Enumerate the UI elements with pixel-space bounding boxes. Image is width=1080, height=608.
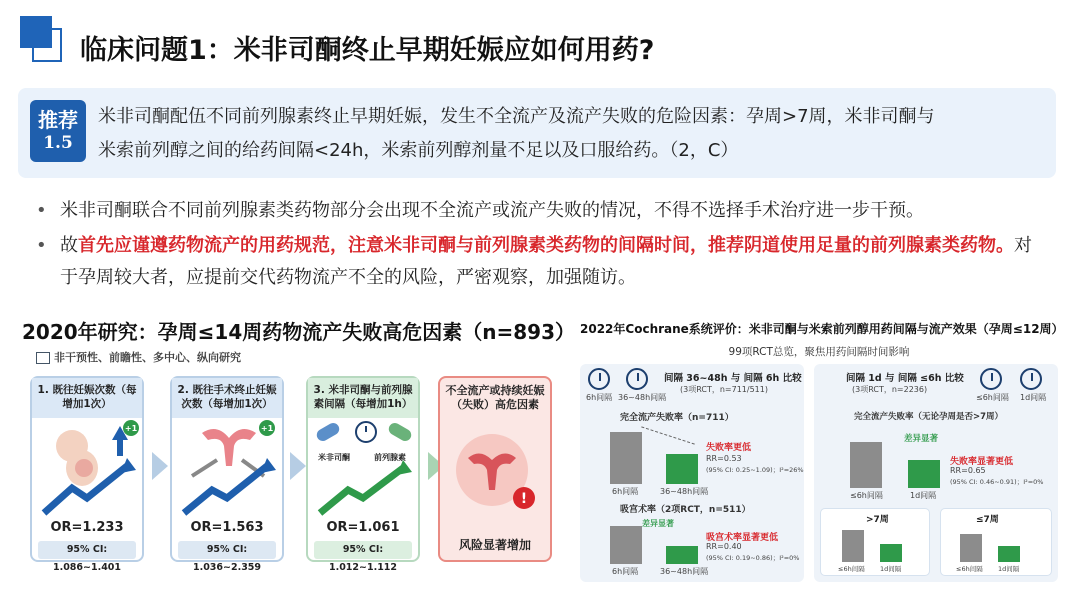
recommendation-badge	[30, 100, 86, 162]
card-1-illustration	[32, 418, 146, 518]
instrument-icon	[192, 460, 217, 476]
svg-text:!: !	[520, 491, 528, 507]
card-1-or: OR=1.233	[50, 520, 124, 535]
risk-card-3	[306, 376, 420, 573]
left-section2-title: 吸宫术率（2项RCT，n=511）	[620, 505, 751, 515]
card-1-plus: +1	[124, 424, 138, 433]
right-note: 失败率显著更低	[950, 457, 1014, 467]
right-clock-a-label: ≤6h间隔	[976, 393, 1009, 402]
left-s2-x1: 6h间隔	[612, 567, 639, 576]
left-section1-title: 完全流产失败率（n=711）	[620, 413, 734, 423]
left-clock-a-label: 6h间隔	[586, 393, 613, 402]
result-title: 不全流产或持续妊娠（失败）高危因素	[445, 384, 545, 411]
recommendation-line-1: 米非司酮配伍不同前列腺素终止早期妊娠，发生不全流产及流产失败的危险因素：孕周>7周，米非司酮与	[98, 106, 935, 127]
left-s2-x2: 36~48h间隔	[660, 567, 709, 576]
recommendation-line-2: 米索前列醇之间的给药间隔<24h，米索前列醇剂量不足以及口服给药。（2，C）	[98, 140, 739, 161]
sub-gt7-x1: ≤6h间隔	[838, 565, 865, 573]
card-2-title: 2. 既往手术终止妊娠次数（每增加1次）	[172, 378, 282, 418]
sub-gt7-x2: 1d间隔	[880, 565, 902, 573]
bar-1d	[908, 460, 940, 488]
card-1-title: 1. 既往妊娠次数（每增加1次）	[32, 378, 142, 418]
left-rct-label: (3项RCT，n=711/511)	[680, 385, 768, 394]
left-s2-rr: RR=0.40	[706, 542, 742, 551]
right-x1: ≤6h间隔	[850, 491, 883, 500]
title-decoration-outline	[32, 28, 62, 62]
bullet-dot: •	[36, 235, 47, 256]
bullet-2-pre: 故	[60, 235, 78, 256]
left-s1-x2: 36~48h间隔	[660, 487, 709, 496]
right-rr: RR=0.65	[950, 466, 986, 475]
clock-icon	[626, 368, 648, 390]
clock-icon	[1020, 368, 1042, 390]
left-s1-x1: 6h间隔	[612, 487, 639, 496]
bullet-2-text	[60, 230, 1046, 294]
bullet-1	[36, 195, 1046, 227]
left-s1-rr: RR=0.53	[706, 454, 742, 463]
right-study	[580, 320, 1064, 582]
right-tag: 差异显著	[904, 434, 939, 444]
bar-le6h	[850, 442, 882, 488]
card-2-plus: +1	[260, 424, 274, 433]
bullet-2	[36, 230, 1046, 294]
left-study-subtitle-text: 非干预性、前瞻性、多中心、纵向研究	[54, 351, 241, 364]
right-study-heading: 2022年Cochrane系统评价：米非司酮与米索前列醇用药间隔与流产效果（孕周≤12周）	[580, 322, 1064, 336]
drug-1-label: 米非司酮	[318, 453, 350, 462]
right-compare-label: 间隔 1d 与 间隔 ≤6h 比较	[846, 373, 964, 384]
sub-gt7-bar-le6h	[842, 530, 864, 562]
left-s2-note: 吸宫术率显著更低	[706, 533, 779, 543]
flow-arrow-icon	[290, 452, 306, 480]
card-1-ci: 95% CI: 1.086~1.401	[38, 541, 136, 559]
trend-arrow-icon	[320, 468, 403, 513]
card-3-or: OR=1.061	[326, 520, 400, 535]
subgroup-le7-label: ≤7周	[976, 515, 999, 525]
left-s2-tag: 差异显著	[642, 519, 674, 528]
bullet-1-text: 米非司酮联合不同前列腺素类药物部分会出现不全流产或流产失败的情况，不得不选择手术治疗进一步干预。	[60, 200, 924, 221]
flow-arrow-icon	[152, 452, 168, 480]
recommendation-text	[98, 100, 1048, 168]
card-3-title: 3. 米非司酮与前列腺素间隔（每增加1h）	[308, 378, 418, 418]
left-clock-b-label: 36~48h间隔	[618, 393, 667, 402]
left-study-heading: 2020年研究：孕周≤14周药物流产失败高危因素（n=893）	[22, 320, 575, 344]
result-illustration	[440, 430, 554, 530]
card-2-or: OR=1.563	[190, 520, 264, 535]
card-2-ci: 95% CI: 1.036~2.359	[178, 541, 276, 559]
result-footer: 风险显著增加	[458, 538, 531, 552]
bar-36-48h	[666, 454, 698, 484]
sub-gt7-bar-1d	[880, 544, 902, 562]
clock-icon	[980, 368, 1002, 390]
study-icon	[36, 352, 50, 364]
pill-icon	[387, 421, 414, 443]
sub-le7-bar-1d	[998, 546, 1020, 562]
uterus-icon	[202, 429, 256, 466]
card-3-illustration	[308, 418, 422, 518]
left-s2-ci: (95% CI: 0.19~0.86)；I²=0%	[706, 554, 800, 562]
right-x2: 1d间隔	[910, 491, 937, 500]
bar-6h-suction	[610, 526, 642, 564]
result-card	[438, 376, 552, 562]
sub-le7-x1: ≤6h间隔	[956, 565, 983, 573]
sub-le7-bar-le6h	[960, 534, 982, 562]
bullet-dot: •	[36, 200, 47, 221]
page-title: 临床问题1：米非司酮终止早期妊娠应如何用药?	[80, 35, 655, 66]
bullet-2-highlight: 首先应谨遵药物流产的用药规范，注意米非司酮与前列腺素类药物的间隔时间，推荐阴道使用足量的前列腺素类药物。	[78, 235, 1014, 256]
bullet-2-post: 对于孕周较大者，应提前交代药物流产不全的风险，严密观察，加强随访。	[60, 235, 1032, 288]
left-compare-label: 间隔 36~48h 与 间隔 6h 比较	[664, 373, 802, 384]
risk-card-2	[170, 376, 284, 573]
card-2-illustration	[172, 418, 286, 518]
badge-number: 1.5	[43, 133, 73, 153]
risk-card-1	[30, 376, 144, 573]
right-rct-label: (3项RCT，n=2236)	[852, 385, 928, 394]
right-ci: (95% CI: 0.46~0.91)；I²=0%	[950, 478, 1044, 486]
clock-icon	[588, 368, 610, 390]
right-clock-b-label: 1d间隔	[1020, 393, 1047, 402]
right-study-subheading: 99项RCT总览，聚焦用药间隔时间影响	[728, 346, 910, 358]
card-3-ci: 95% CI: 1.012~1.112	[314, 541, 412, 559]
subgroup-gt7-label: >7周	[866, 515, 889, 525]
sub-le7-x2: 1d间隔	[998, 565, 1020, 573]
bar-36-48h-suction	[666, 546, 698, 564]
left-s1-ci: (95% CI: 0.25~1.09)；I²=26%	[706, 466, 804, 474]
left-study-subtitle	[36, 349, 241, 365]
right-section1-title: 完全流产失败率（无论孕周是否>7周）	[854, 412, 1004, 422]
left-s1-note: 失败率更低	[706, 443, 752, 453]
bar-6h	[610, 432, 642, 484]
badge-label: 推荐	[38, 108, 78, 132]
drug-2-label: 前列腺素	[374, 453, 406, 462]
pill-icon	[315, 421, 342, 443]
